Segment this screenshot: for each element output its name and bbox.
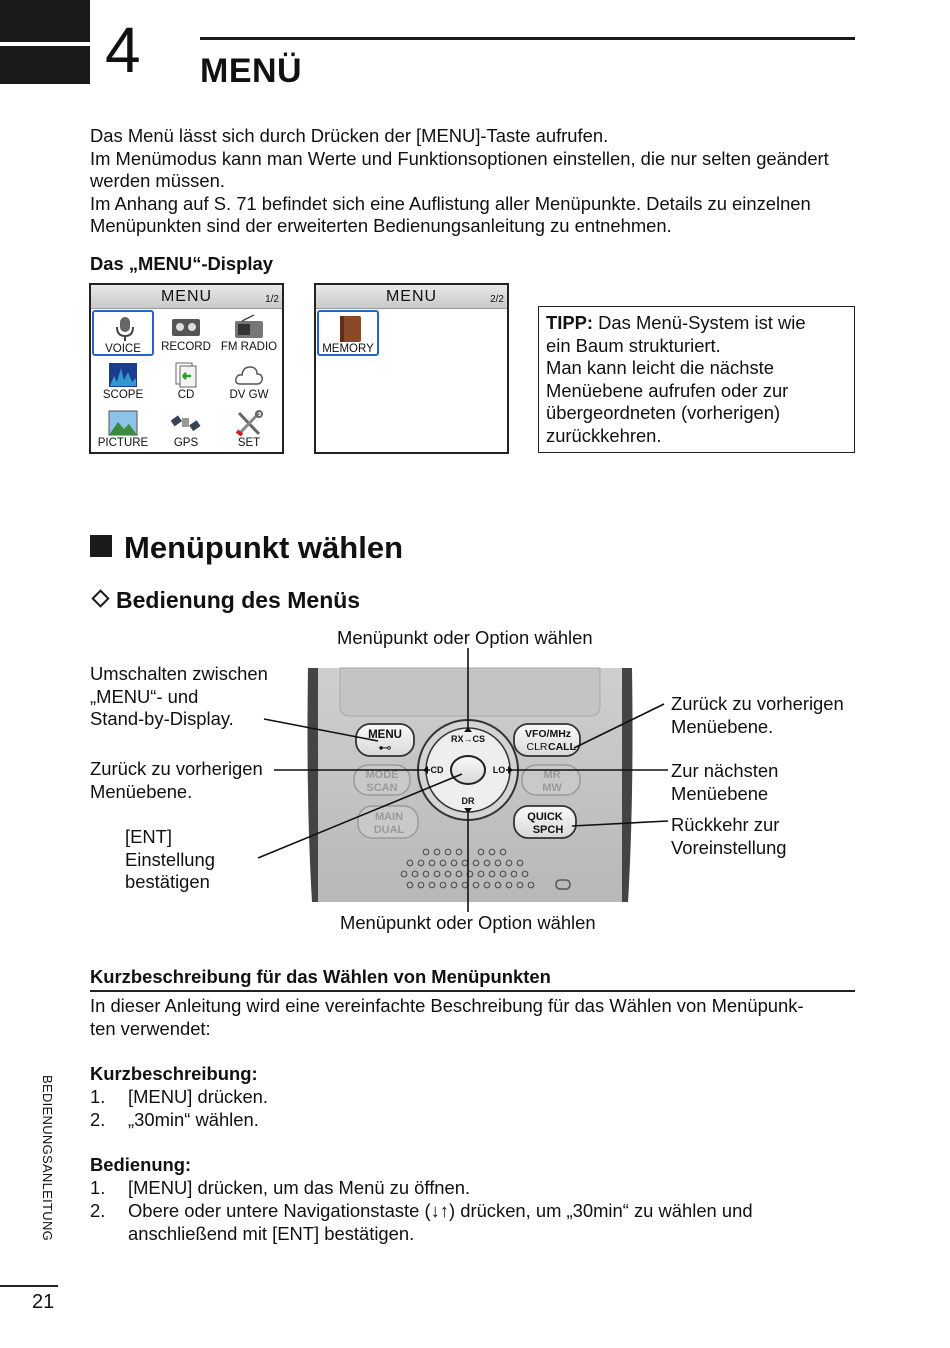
- callout-line: Rückkehr zur: [671, 814, 780, 835]
- tip-label: TIPP:: [546, 312, 594, 333]
- tip-line: ein Baum strukturiert.: [546, 334, 721, 356]
- clr-key-label: CLR: [526, 741, 548, 753]
- main-dual-key[interactable]: [358, 806, 418, 838]
- callout-top: Menüpunkt oder Option wählen: [337, 627, 593, 648]
- short-heading: Kurzbeschreibung:: [90, 1063, 258, 1084]
- callout-line: Stand-by-Display.: [90, 708, 234, 730]
- menu-item-label: SCOPE: [102, 389, 144, 401]
- display-heading: Das „MENU“-Display: [90, 253, 273, 274]
- step-number: 2.: [90, 1109, 106, 1130]
- kurz-rule: [90, 990, 855, 992]
- callout-right-back: [671, 693, 844, 738]
- chapter-title: MENÜ: [200, 52, 303, 90]
- vfo-key-label: VFO/MHz: [524, 728, 572, 740]
- scan-key-label: SCAN: [366, 782, 398, 794]
- mode-key-label: MODE: [365, 769, 399, 781]
- mr-key-label: MR: [543, 769, 561, 781]
- callout-line: Zurück zu vorherigen: [671, 693, 844, 714]
- dpad-up-label: RX→CS: [450, 734, 486, 744]
- callout-line: [ENT]: [125, 826, 173, 847]
- vfo-clr-call-key[interactable]: [514, 724, 580, 756]
- step-number: 2.: [90, 1200, 106, 1221]
- menu-item-label: DV GW: [229, 389, 269, 401]
- main-key-label: MAIN: [374, 811, 404, 823]
- callout-line: bestätigen: [125, 871, 210, 893]
- op-heading: Bedienung:: [90, 1154, 192, 1175]
- menu-item-label: VOICE: [105, 343, 141, 355]
- callout-left-ent: [125, 826, 215, 894]
- menu-item-label: FM RADIO: [220, 341, 278, 353]
- chapter-number: 4: [105, 14, 141, 86]
- dual-key-label: DUAL: [373, 824, 405, 836]
- quick-spch-key[interactable]: [514, 806, 576, 838]
- kurz-heading: Kurzbeschreibung für das Wählen von Menüpunkten: [90, 966, 551, 987]
- menu-key[interactable]: [356, 724, 414, 756]
- callout-line: Menüebene.: [671, 715, 774, 737]
- page-number: 21: [32, 1291, 55, 1313]
- callout-line: Zurück zu vorherigen: [90, 758, 263, 779]
- kurz-text: [90, 995, 860, 1040]
- screen-page: 2/2: [490, 294, 504, 305]
- section-title-text: Menüpunkt wählen: [124, 530, 403, 565]
- menu-item-label: SET: [237, 437, 261, 449]
- mw-key-label: MW: [542, 782, 562, 794]
- tip-line: zurückkehren.: [546, 424, 662, 446]
- callout-left-menu: [90, 663, 268, 731]
- intro-line: Das Menü lässt sich durch Drücken der [MENU]-Taste aufrufen.: [90, 125, 609, 146]
- spch-key-label: SPCH: [532, 824, 564, 836]
- dpad-left-label: CD: [430, 765, 444, 775]
- dpad-right-label: LO: [492, 765, 506, 775]
- tip-line: übergeordneten (vorherigen): [546, 402, 781, 424]
- menu-key-label: MENU: [368, 729, 402, 741]
- step-text: „30min“ wählen.: [128, 1109, 259, 1130]
- screen-title: MENU: [385, 288, 438, 305]
- tip-line: Menüebene aufrufen oder zur: [546, 379, 789, 401]
- tip-line: Man kann leicht die nächste: [546, 357, 774, 379]
- callout-bottom: Menüpunkt oder Option wählen: [340, 912, 596, 933]
- menu-item-label: RECORD: [161, 341, 211, 353]
- menu-item-label: MEMORY: [322, 343, 374, 355]
- intro-line: Im Anhang auf S. 71 befindet sich eine Auflistung aller Menüpunkte. Details zu einzelnen Menüpunkten sind der erweiterten Bedienungsanleitung zu entnehmen.: [90, 192, 811, 237]
- intro-line: Im Menümodus kann man Werte und Funktionsoptionen einstellen, die nur selten geändert werden müssen.: [90, 147, 829, 192]
- menu-item-label: CD: [177, 389, 195, 401]
- key-icon: ⊷: [378, 741, 392, 756]
- dpad-down-label: DR: [461, 796, 475, 806]
- quick-key-label: QUICK: [527, 811, 563, 823]
- callout-line: Umschalten zwischen: [90, 663, 268, 684]
- step-text: [MENU] drücken, um das Menü zu öffnen.: [128, 1177, 471, 1198]
- step-text: [MENU] drücken.: [128, 1086, 269, 1107]
- callout-line: Menüebene: [671, 782, 769, 804]
- screen-title: MENU: [160, 288, 213, 305]
- kurz-text-line: In dieser Anleitung wird eine vereinfachte Beschreibung für das Wählen von Menüpunk-: [90, 995, 804, 1016]
- callout-line: Zur nächsten: [671, 760, 779, 781]
- page-rule: [0, 1285, 58, 1287]
- side-label: BEDIENUNGSANLEITUNG: [40, 1075, 55, 1242]
- screen-page: 1/2: [265, 294, 279, 305]
- menu-item-label: PICTURE: [97, 437, 149, 449]
- callout-line: Einstellung: [125, 848, 215, 870]
- step-number: 1.: [90, 1177, 106, 1198]
- kurz-text-line: ten verwendet:: [90, 1017, 211, 1039]
- callout-right-default: [671, 814, 787, 859]
- tip-text: Das Menü-System ist wie: [593, 312, 806, 333]
- callout-line: Menüebene.: [90, 780, 193, 802]
- callout-line: „MENU“- und: [90, 685, 199, 707]
- ent-button[interactable]: [451, 756, 485, 784]
- step-number: 1.: [90, 1086, 106, 1107]
- call-key-label: CALL: [548, 741, 576, 753]
- subsection-title-text: Bedienung des Menüs: [116, 587, 361, 613]
- callout-line: Voreinstellung: [671, 836, 787, 858]
- callout-right-next: [671, 760, 778, 805]
- menu-item-label: GPS: [173, 437, 199, 449]
- callout-left-back: [90, 758, 263, 803]
- step-text: Obere oder untere Navigationstaste (↓↑) drücken, um „30min“ zu wählen und anschließend mit [ENT] bestätigen.: [128, 1200, 753, 1244]
